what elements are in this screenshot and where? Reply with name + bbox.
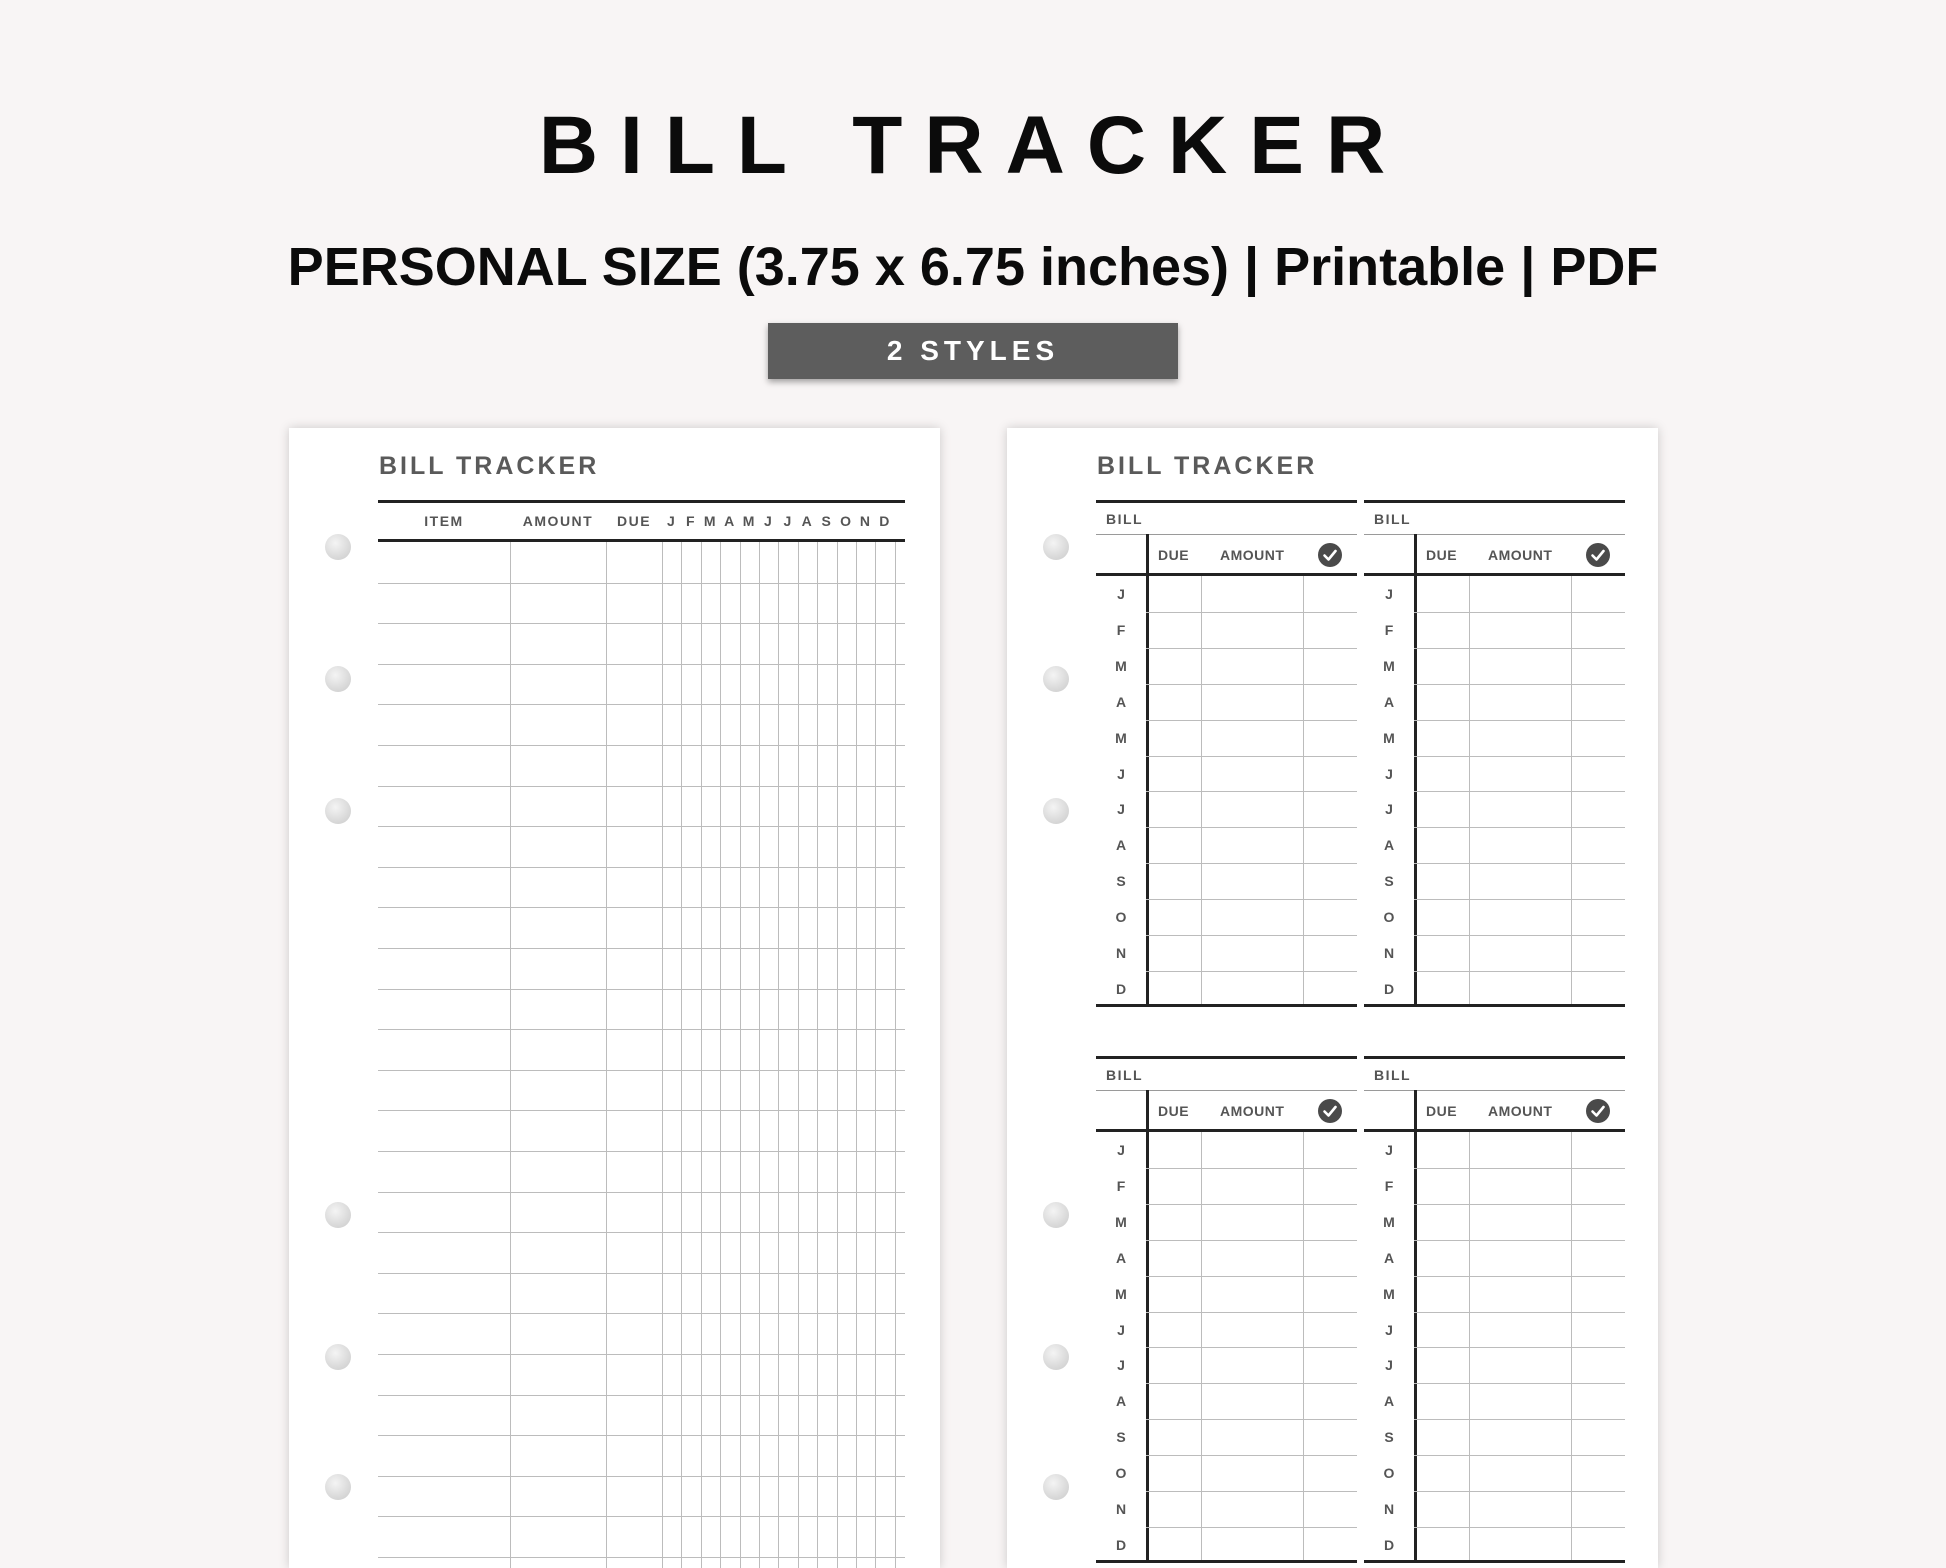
amount-header: AMOUNT <box>1220 1103 1285 1119</box>
row-line <box>1146 1383 1357 1384</box>
col-header-month: N <box>859 513 872 529</box>
month-column-divider <box>1414 534 1417 1007</box>
table-row-line <box>378 867 905 868</box>
check-circle-icon <box>1318 543 1342 567</box>
row-line <box>1414 935 1625 936</box>
month-label: F <box>1384 621 1394 638</box>
bill-name-label: BILL <box>1106 511 1144 527</box>
column-line <box>1303 576 1304 1004</box>
page-title: BILL TRACKER <box>1097 452 1318 480</box>
month-label: M <box>1383 1213 1395 1230</box>
table-column-line <box>817 542 818 1568</box>
amount-header: AMOUNT <box>1220 547 1285 563</box>
table-row-line <box>378 1395 905 1396</box>
binder-hole <box>325 1202 351 1228</box>
month-label: A <box>1383 837 1395 854</box>
binder-hole <box>1043 666 1069 692</box>
table-row-line <box>378 826 905 827</box>
table-row-line <box>378 704 905 705</box>
month-label: A <box>1383 1249 1395 1266</box>
month-label: M <box>1115 729 1127 746</box>
row-line <box>1146 1240 1357 1241</box>
row-line <box>1414 1527 1625 1528</box>
binder-hole <box>1043 1202 1069 1228</box>
table-column-line <box>701 542 702 1568</box>
month-label: J <box>1117 586 1125 602</box>
month-label: J <box>1117 801 1125 818</box>
month-label: N <box>1115 1501 1127 1517</box>
col-header-month: A <box>801 513 814 529</box>
table-row-line <box>378 786 905 787</box>
month-label: S <box>1384 1429 1394 1446</box>
col-header-month: J <box>667 513 677 529</box>
table-row-line <box>378 1354 905 1355</box>
page-title: BILL TRACKER <box>379 452 600 480</box>
month-label: A <box>1115 1249 1127 1266</box>
col-header-month: A <box>724 513 736 529</box>
due-header: DUE <box>1158 547 1190 563</box>
row-line <box>1414 1491 1625 1492</box>
binder-hole <box>1043 1474 1069 1500</box>
row-line <box>1414 1204 1625 1205</box>
binder-hole <box>1043 1344 1069 1370</box>
row-line <box>1146 935 1357 936</box>
month-label: N <box>1115 945 1127 961</box>
column-line <box>1571 1132 1572 1560</box>
month-label: N <box>1383 1501 1395 1517</box>
table-row-line <box>378 1516 905 1517</box>
binder-hole <box>325 534 351 560</box>
column-line <box>1201 576 1202 1004</box>
col-header-month: D <box>879 513 891 529</box>
month-label: M <box>1115 657 1127 674</box>
row-line <box>1146 684 1357 685</box>
row-line <box>1146 899 1357 900</box>
amount-header: AMOUNT <box>1488 1103 1553 1119</box>
row-line <box>1146 827 1357 828</box>
table-row-line <box>378 1476 905 1477</box>
table-column-line <box>778 542 779 1568</box>
row-line <box>1414 971 1625 972</box>
table-row-line <box>378 583 905 584</box>
table-row-line <box>378 745 905 746</box>
col-header-item: ITEM <box>424 513 464 529</box>
month-label: A <box>1383 693 1395 710</box>
col-header-amount: AMOUNT <box>522 513 594 529</box>
month-column-divider <box>1146 534 1149 1007</box>
check-circle-icon <box>1318 1099 1342 1123</box>
month-label: M <box>1115 1213 1127 1230</box>
month-label: J <box>1385 1142 1393 1158</box>
column-line <box>1303 1132 1304 1560</box>
table-column-line <box>798 542 799 1568</box>
block-header-rule <box>1364 573 1625 576</box>
month-label: A <box>1383 1393 1395 1410</box>
table-column-line <box>510 542 511 1568</box>
due-header: DUE <box>1426 1103 1458 1119</box>
bill-name-underline <box>1096 534 1357 535</box>
col-header-month: S <box>821 513 833 529</box>
month-label: S <box>1116 1429 1126 1446</box>
page-style-1 <box>289 428 940 1568</box>
col-header-month: J <box>783 513 793 529</box>
row-line <box>1414 612 1625 613</box>
month-label: J <box>1385 586 1393 602</box>
bill-name-label: BILL <box>1374 511 1412 527</box>
row-line <box>1414 827 1625 828</box>
row-line <box>1414 684 1625 685</box>
month-label: M <box>1383 1285 1395 1302</box>
binder-hole <box>1043 798 1069 824</box>
month-label: O <box>1383 909 1395 926</box>
month-label: A <box>1115 837 1127 854</box>
column-line <box>1201 1132 1202 1560</box>
row-line <box>1146 1419 1357 1420</box>
table-row-line <box>378 1232 905 1233</box>
table-column-line <box>720 542 721 1568</box>
table-column-line <box>759 542 760 1568</box>
main-title: BILL TRACKER <box>538 100 1408 191</box>
column-line <box>1571 576 1572 1004</box>
table-column-line <box>837 542 838 1568</box>
binder-hole <box>325 798 351 824</box>
table-row-line <box>378 948 905 949</box>
subtitle: PERSONAL SIZE (3.75 x 6.75 inches) | Printable | PDF <box>287 237 1659 297</box>
row-line <box>1146 1347 1357 1348</box>
block-top-rule <box>1364 1056 1625 1059</box>
row-line <box>1146 971 1357 972</box>
table-column-line <box>895 542 896 1568</box>
month-label: O <box>1383 1465 1395 1482</box>
table-row-line <box>378 1151 905 1152</box>
bill-name-underline <box>1096 1090 1357 1091</box>
row-line <box>1146 1527 1357 1528</box>
row-line <box>1414 863 1625 864</box>
bill-name-underline <box>1364 534 1625 535</box>
binder-hole <box>325 1344 351 1370</box>
month-label: F <box>1116 1177 1126 1194</box>
block-header-rule <box>1096 573 1357 576</box>
table-row-line <box>378 989 905 990</box>
col-header-month: M <box>742 513 756 529</box>
block-header-rule <box>1096 1129 1357 1132</box>
amount-header: AMOUNT <box>1488 547 1553 563</box>
row-line <box>1414 648 1625 649</box>
page-style-2 <box>1007 428 1658 1568</box>
month-label: J <box>1385 1321 1393 1338</box>
month-label: M <box>1115 1285 1127 1302</box>
row-line <box>1146 1276 1357 1277</box>
block-bottom-rule <box>1364 1004 1625 1007</box>
month-label: F <box>1116 621 1126 638</box>
row-line <box>1146 1168 1357 1169</box>
row-line <box>1146 1312 1357 1313</box>
table-row-line <box>378 1313 905 1314</box>
table-column-line <box>662 542 663 1568</box>
check-circle-icon <box>1586 1099 1610 1123</box>
table-column-line <box>606 542 607 1568</box>
bill-name-underline <box>1364 1090 1625 1091</box>
table-row-line <box>378 1029 905 1030</box>
col-header-month: O <box>840 513 853 529</box>
month-label: D <box>1115 980 1127 997</box>
month-label: S <box>1384 873 1394 890</box>
column-line <box>1469 576 1470 1004</box>
bill-name-label: BILL <box>1106 1067 1144 1083</box>
row-line <box>1414 1276 1625 1277</box>
block-top-rule <box>1364 500 1625 503</box>
month-label: J <box>1117 1357 1125 1374</box>
table-header-rule <box>378 539 905 542</box>
row-line <box>1146 648 1357 649</box>
row-line <box>1414 1419 1625 1420</box>
month-label: S <box>1116 873 1126 890</box>
row-line <box>1146 612 1357 613</box>
month-label: J <box>1385 1357 1393 1374</box>
row-line <box>1414 1455 1625 1456</box>
check-circle-icon <box>1586 543 1610 567</box>
due-header: DUE <box>1426 547 1458 563</box>
month-label: F <box>1384 1177 1394 1194</box>
row-line <box>1414 1347 1625 1348</box>
due-header: DUE <box>1158 1103 1190 1119</box>
month-column-divider <box>1414 1090 1417 1563</box>
row-line <box>1146 1491 1357 1492</box>
month-label: M <box>1383 729 1395 746</box>
row-line <box>1146 756 1357 757</box>
month-label: A <box>1115 693 1127 710</box>
col-header-month: M <box>703 513 718 529</box>
month-label: J <box>1385 765 1393 782</box>
month-label: J <box>1117 1142 1125 1158</box>
block-bottom-rule <box>1364 1560 1625 1563</box>
table-row-line <box>378 664 905 665</box>
table-row-line <box>378 1070 905 1071</box>
month-label: N <box>1383 945 1395 961</box>
month-label: M <box>1383 657 1395 674</box>
table-column-line <box>875 542 876 1568</box>
row-line <box>1146 1204 1357 1205</box>
row-line <box>1146 1455 1357 1456</box>
month-column-divider <box>1146 1090 1149 1563</box>
month-label: J <box>1117 765 1125 782</box>
binder-hole <box>325 1474 351 1500</box>
table-top-rule <box>378 500 905 503</box>
row-line <box>1414 720 1625 721</box>
col-header-due: DUE <box>616 513 652 529</box>
table-column-line <box>740 542 741 1568</box>
row-line <box>1414 1312 1625 1313</box>
month-label: J <box>1117 1321 1125 1338</box>
column-line <box>1469 1132 1470 1560</box>
table-row-line <box>378 907 905 908</box>
col-header-month: J <box>764 513 774 529</box>
table-row-line <box>378 1435 905 1436</box>
table-row-line <box>378 1110 905 1111</box>
month-label: D <box>1383 980 1395 997</box>
table-row-line <box>378 623 905 624</box>
table-row-line <box>378 1192 905 1193</box>
row-line <box>1414 899 1625 900</box>
binder-hole <box>325 666 351 692</box>
month-label: D <box>1115 1536 1127 1553</box>
row-line <box>1414 791 1625 792</box>
styles-badge: 2 STYLES <box>768 323 1178 379</box>
table-row-line <box>378 1557 905 1558</box>
block-top-rule <box>1096 1056 1357 1059</box>
table-row-line <box>378 1273 905 1274</box>
block-bottom-rule <box>1096 1004 1357 1007</box>
row-line <box>1146 791 1357 792</box>
bill-name-label: BILL <box>1374 1067 1412 1083</box>
row-line <box>1414 1240 1625 1241</box>
block-top-rule <box>1096 500 1357 503</box>
row-line <box>1146 863 1357 864</box>
row-line <box>1146 720 1357 721</box>
row-line <box>1414 1168 1625 1169</box>
month-label: O <box>1115 909 1127 926</box>
binder-hole <box>1043 534 1069 560</box>
row-line <box>1414 1383 1625 1384</box>
block-header-rule <box>1364 1129 1625 1132</box>
table-column-line <box>681 542 682 1568</box>
col-header-month: F <box>686 513 697 529</box>
month-label: J <box>1385 801 1393 818</box>
table-column-line <box>856 542 857 1568</box>
month-label: D <box>1383 1536 1395 1553</box>
block-bottom-rule <box>1096 1560 1357 1563</box>
month-label: A <box>1115 1393 1127 1410</box>
row-line <box>1414 756 1625 757</box>
month-label: O <box>1115 1465 1127 1482</box>
